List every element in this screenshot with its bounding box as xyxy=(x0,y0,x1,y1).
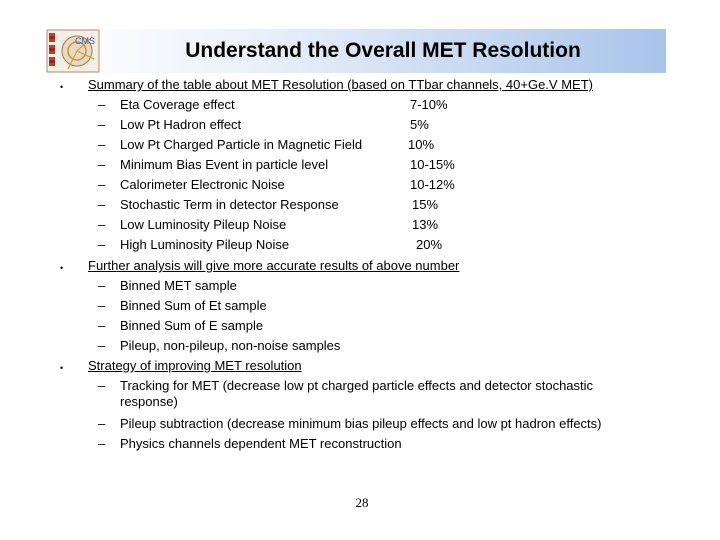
list-item-value: 7-10% xyxy=(410,97,448,112)
list-item-label: Low Pt Hadron effect xyxy=(120,117,242,132)
section-heading: Strategy of improving MET resolution xyxy=(88,358,302,373)
dash-icon: – xyxy=(98,318,106,333)
list-item-label: Stochastic Term in detector Response xyxy=(120,197,339,212)
dash-icon: – xyxy=(98,97,106,112)
dash-icon: – xyxy=(98,298,106,313)
dash-icon: – xyxy=(98,217,106,232)
section-heading: Further analysis will give more accurate results of above number xyxy=(88,258,460,273)
list-item-value: 5% xyxy=(410,117,429,132)
dash-icon: – xyxy=(98,416,106,431)
dash-icon: – xyxy=(98,137,106,152)
dash-icon: – xyxy=(98,237,106,252)
list-item-label: Binned MET sample xyxy=(120,278,237,293)
dash-icon: – xyxy=(98,278,106,293)
list-item-label: Pileup subtraction (decrease minimum bias pileup effects and low pt hadron effects) xyxy=(120,416,602,431)
dash-icon: – xyxy=(98,157,106,172)
list-item-value: 10% xyxy=(408,137,435,152)
logo-text: CMS xyxy=(75,36,95,46)
list-item-label: Physics channels dependent MET reconstruction xyxy=(120,436,402,451)
section-heading: Summary of the table about MET Resolution (based on TTbar channels, 40+Ge.V MET) xyxy=(88,77,593,92)
dash-icon: – xyxy=(98,338,106,353)
dash-icon: – xyxy=(98,177,106,192)
list-item-label: High Luminosity Pileup Noise xyxy=(120,237,290,252)
list-item-value: 13% xyxy=(412,217,439,232)
dash-icon: – xyxy=(98,197,106,212)
list-item-label: Binned Sum of Et sample xyxy=(120,298,267,313)
list-item-value: 15% xyxy=(412,197,439,212)
dash-icon: – xyxy=(98,436,106,451)
list-item-label: Calorimeter Electronic Noise xyxy=(120,177,285,192)
bullet-icon: • xyxy=(60,263,64,273)
list-item-label: Minimum Bias Event in particle level xyxy=(120,157,329,172)
list-item-label: Tracking for MET (decrease low pt charged particle effects and detector stochastic response) xyxy=(120,378,594,409)
list-item-value: 10-12% xyxy=(410,177,455,192)
bullet-icon: • xyxy=(60,82,64,92)
dash-icon: – xyxy=(98,378,106,393)
dash-icon: – xyxy=(98,117,106,132)
list-item-label: Pileup, non-pileup, non-noise samples xyxy=(120,338,341,353)
list-item-label: Eta Coverage effect xyxy=(120,97,235,112)
list-item-label: Low Luminosity Pileup Noise xyxy=(120,217,287,232)
page-number: 28 xyxy=(355,495,369,510)
list-item-label: Binned Sum of E sample xyxy=(120,318,264,333)
list-item-value: 20% xyxy=(416,237,443,252)
bullet-icon: • xyxy=(60,363,64,373)
slide-title: Understand the Overall MET Resolution xyxy=(185,39,581,62)
list-item-label: Low Pt Charged Particle in Magnetic Field xyxy=(120,137,363,152)
list-item-value: 10-15% xyxy=(410,157,455,172)
